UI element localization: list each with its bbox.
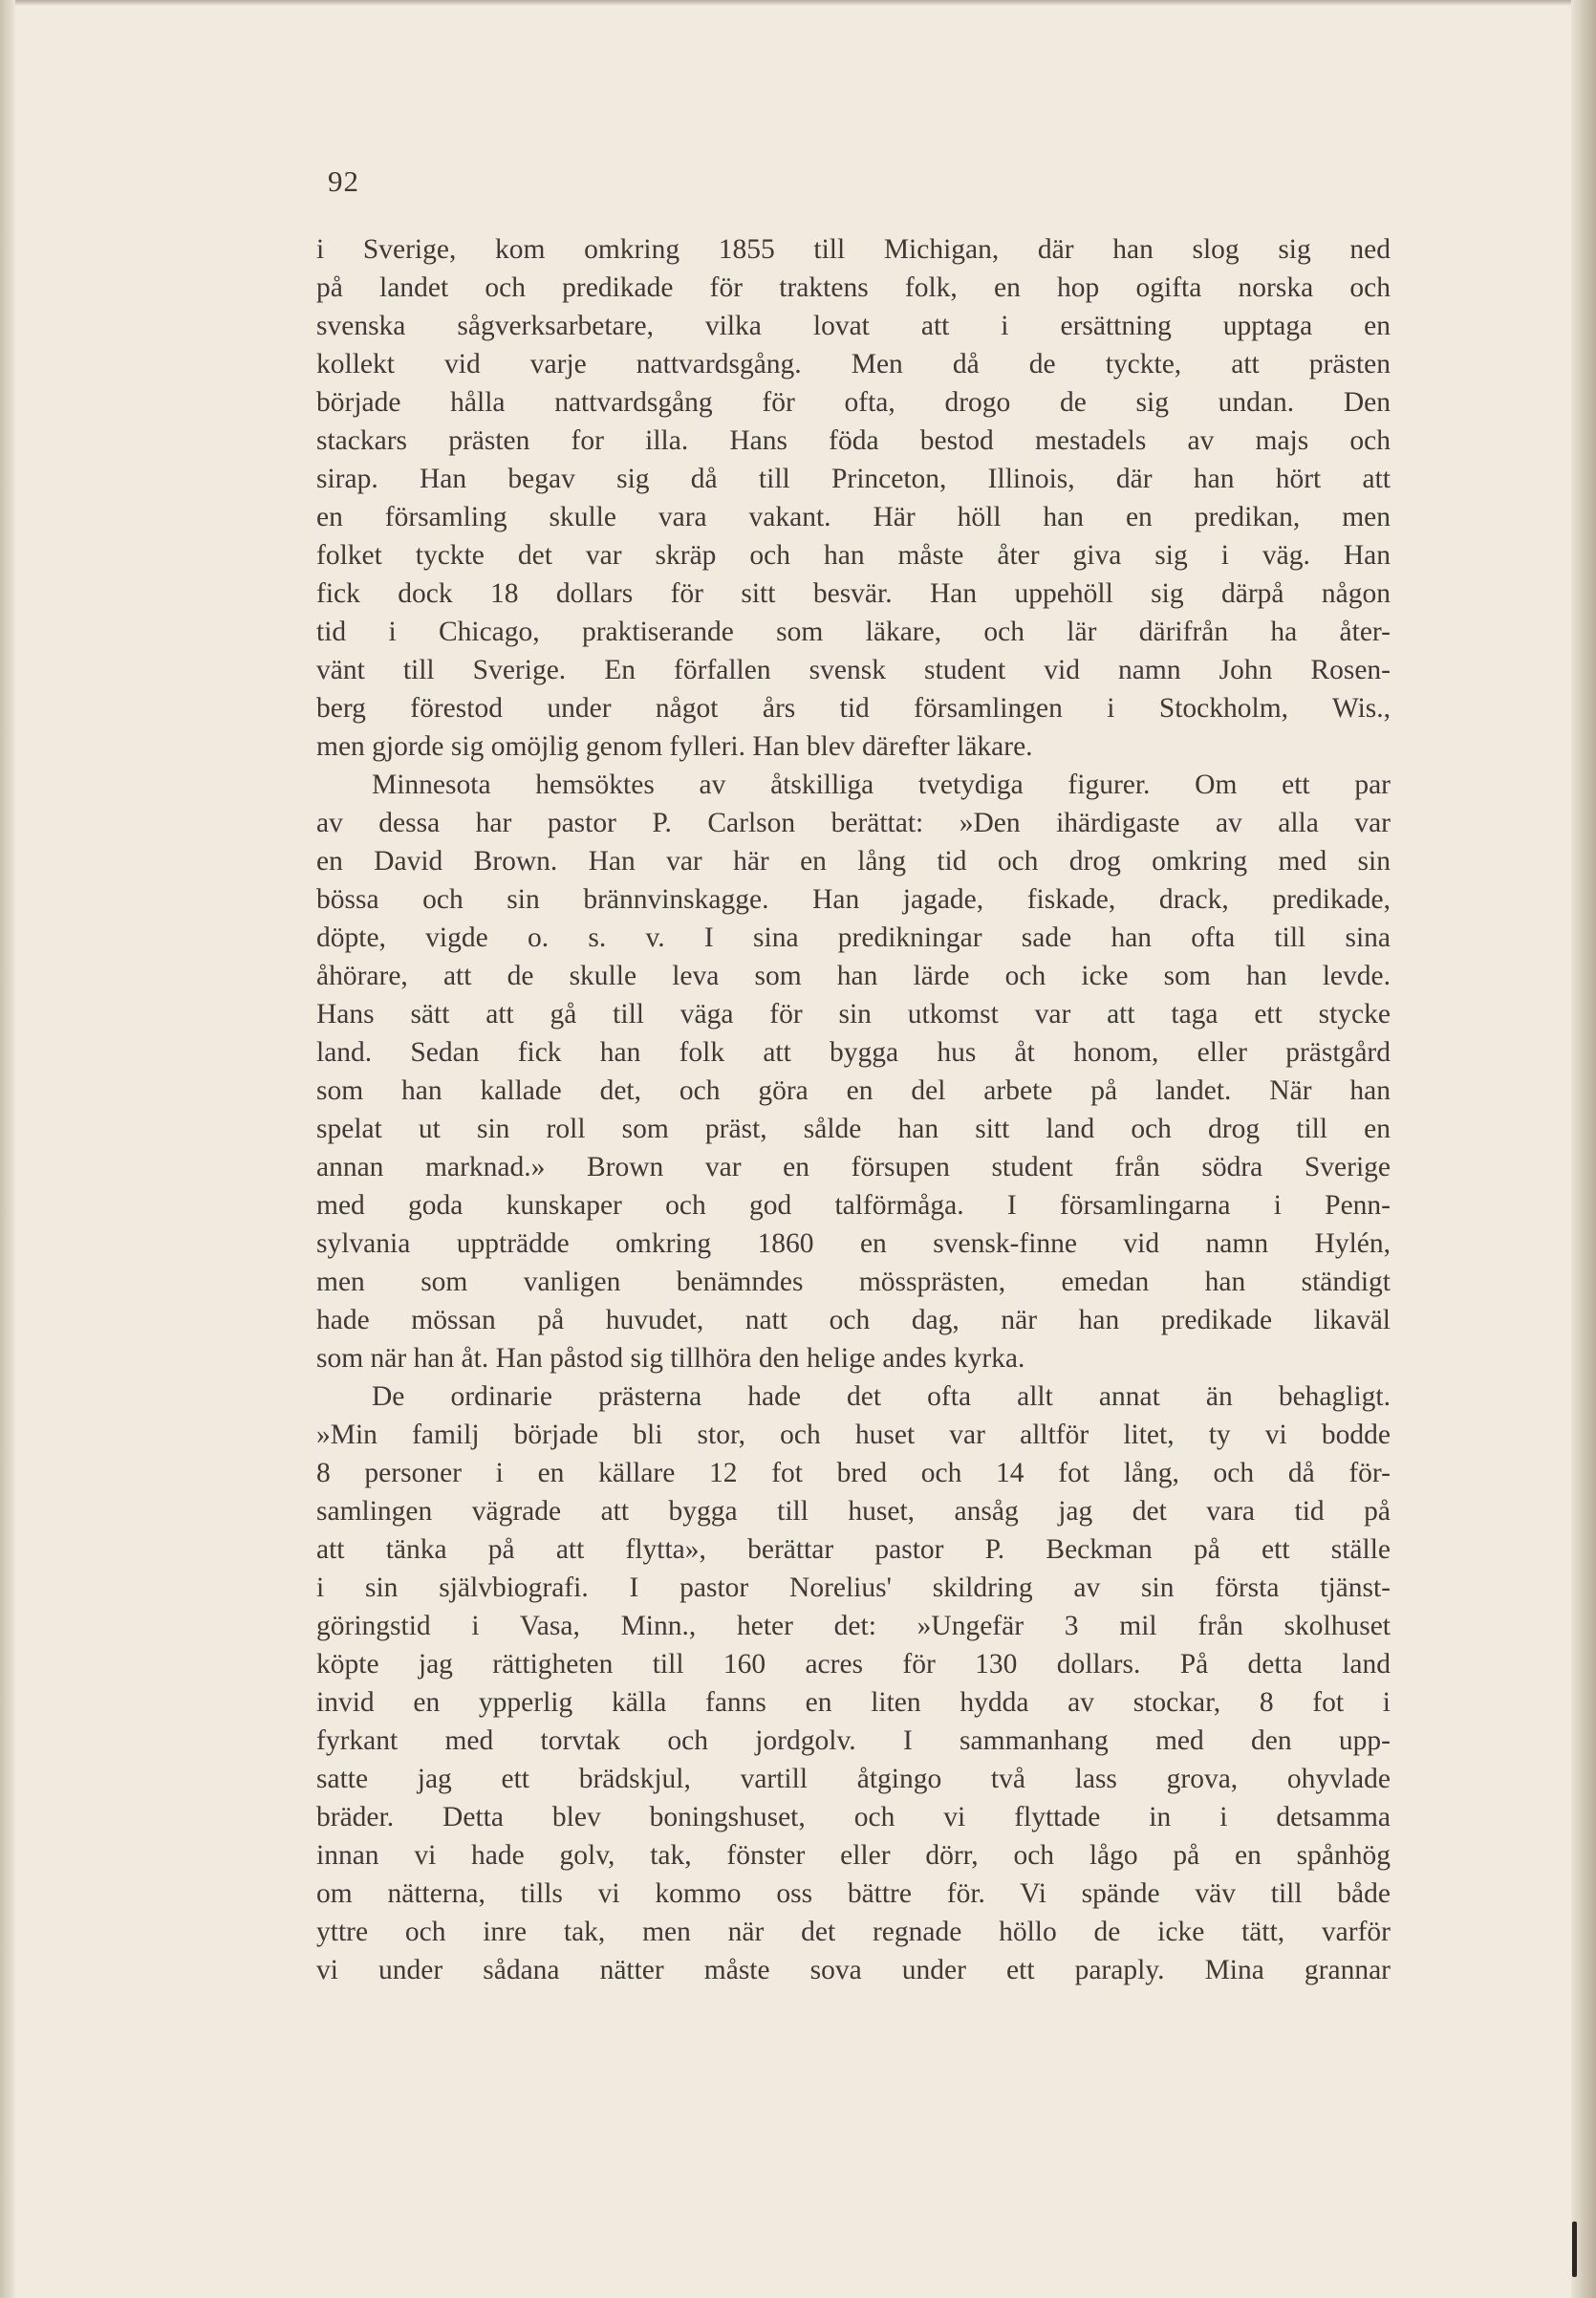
text-line: om nätterna, tills vi kommo oss bättre för. Vi spände väv till både bbox=[316, 1878, 1391, 1909]
text-line: men som vanligen benämndes mössprästen, emedan han ständigt bbox=[316, 1267, 1391, 1297]
body-text bbox=[316, 230, 1391, 1989]
text-line: innan vi hade golv, tak, fönster eller dörr, och lågo på en spånhög bbox=[316, 1840, 1391, 1871]
text-line: bräder. Detta blev boningshuset, och vi flyttade in i detsamma bbox=[316, 1802, 1391, 1832]
page-left-edge bbox=[0, 0, 15, 2298]
text-line: döpte, vigde o. s. v. I sina predikningar sade han ofta till sina bbox=[316, 922, 1391, 953]
text-line: göringstid i Vasa, Minn., heter det: »Ungefär 3 mil från skolhuset bbox=[316, 1611, 1391, 1641]
text-line: 8 personer i en källare 12 fot bred och 14 fot lång, och då för- bbox=[316, 1458, 1391, 1488]
scan-mark bbox=[1572, 2222, 1577, 2277]
text-line: kollekt vid varje nattvardsgång. Men då de tyckte, att prästen bbox=[316, 349, 1391, 379]
page-right-edge bbox=[1571, 0, 1596, 2298]
text-line: yttre och inre tak, men när det regnade höllo de icke tätt, varför bbox=[316, 1917, 1391, 1947]
text-line: De ordinarie prästerna hade det ofta allt annat än behagligt. bbox=[372, 1381, 1391, 1412]
text-line: fyrkant med torvtak och jordgolv. I sammanhang med den upp- bbox=[316, 1725, 1391, 1756]
text-line: bössa och sin brännvinskagge. Han jagade, fiskade, drack, predikade, bbox=[316, 884, 1391, 915]
text-line: tid i Chicago, praktiserande som läkare, och lär därifrån ha åter- bbox=[316, 617, 1391, 647]
text-line: land. Sedan fick han folk att bygga hus åt honom, eller prästgård bbox=[316, 1037, 1391, 1068]
text-line: köpte jag rättigheten till 160 acres för 130 dollars. På detta land bbox=[316, 1649, 1391, 1680]
text-line: en församling skulle vara vakant. Här höll han en predikan, men bbox=[316, 502, 1391, 532]
text-line: satte jag ett brädskjul, vartill åtgingo två lass grova, ohyvlade bbox=[316, 1764, 1391, 1794]
text-line: med goda kunskaper och god talförmåga. I församlingarna i Penn- bbox=[316, 1190, 1391, 1221]
text-line: stackars prästen for illa. Hans föda bestod mestadels av majs och bbox=[316, 425, 1391, 456]
text-line: spelat ut sin roll som präst, sålde han sitt land och drog till en bbox=[316, 1114, 1391, 1144]
text-line: på landet och predikade för traktens folk, en hop ogifta norska och bbox=[316, 272, 1391, 303]
page-top-edge bbox=[0, 0, 1596, 6]
text-line: fick dock 18 dollars för sitt besvär. Han uppehöll sig därpå någon bbox=[316, 578, 1391, 609]
text-line: hade mössan på huvudet, natt och dag, när han predikade likaväl bbox=[316, 1305, 1391, 1335]
text-line: att tänka på att flytta», berättar pastor P. Beckman på ett ställe bbox=[316, 1534, 1391, 1565]
text-line: Hans sätt att gå till väga för sin utkomst var att taga ett stycke bbox=[316, 999, 1391, 1030]
text-line: som när han åt. Han påstod sig tillhöra den helige andes kyrka. bbox=[316, 1343, 1025, 1374]
text-line: vänt till Sverige. En förfallen svensk student vid namn John Rosen- bbox=[316, 655, 1391, 685]
text-line: i sin självbiografi. I pastor Norelius' skildring av sin första tjänst- bbox=[316, 1572, 1391, 1603]
text-line: började hålla nattvardsgång för ofta, drogo de sig undan. Den bbox=[316, 387, 1391, 418]
text-line: vi under sådana nätter måste sova under ett paraply. Mina grannar bbox=[316, 1955, 1391, 1985]
text-line: i Sverige, kom omkring 1855 till Michigan, där han slog sig ned bbox=[316, 234, 1391, 265]
text-line: av dessa har pastor P. Carlson berättat: »Den ihärdigaste av alla var bbox=[316, 808, 1391, 838]
text-line: men gjorde sig omöjlig genom fylleri. Han blev därefter läkare. bbox=[316, 731, 1033, 762]
text-line: invid en ypperlig källa fanns en liten hydda av stockar, 8 fot i bbox=[316, 1687, 1391, 1718]
text-line: sirap. Han begav sig då till Princeton, Illinois, där han hört att bbox=[316, 464, 1391, 494]
page-number: 92 bbox=[328, 164, 359, 198]
text-line: svenska sågverksarbetare, vilka lovat att i ersättning upptaga en bbox=[316, 311, 1391, 341]
text-line: berg förestod under något års tid församlingen i Stockholm, Wis., bbox=[316, 693, 1391, 724]
text-line: en David Brown. Han var här en lång tid och drog omkring med sin bbox=[316, 846, 1391, 877]
text-line: samlingen vägrade att bygga till huset, ansåg jag det vara tid på bbox=[316, 1496, 1391, 1527]
text-line: annan marknad.» Brown var en försupen student från södra Sverige bbox=[316, 1152, 1391, 1182]
text-line: som han kallade det, och göra en del arbete på landet. När han bbox=[316, 1075, 1391, 1106]
text-line: åhörare, att de skulle leva som han lärde och icke som han levde. bbox=[316, 961, 1391, 991]
text-line: sylvania uppträdde omkring 1860 en svensk-finne vid namn Hylén, bbox=[316, 1228, 1391, 1259]
text-line: folket tyckte det var skräp och han måste åter giva sig i väg. Han bbox=[316, 540, 1391, 571]
text-line: Minnesota hemsöktes av åtskilliga tvetydiga figurer. Om ett par bbox=[372, 770, 1391, 800]
text-line: »Min familj började bli stor, och huset var alltför litet, ty vi bodde bbox=[316, 1420, 1391, 1450]
